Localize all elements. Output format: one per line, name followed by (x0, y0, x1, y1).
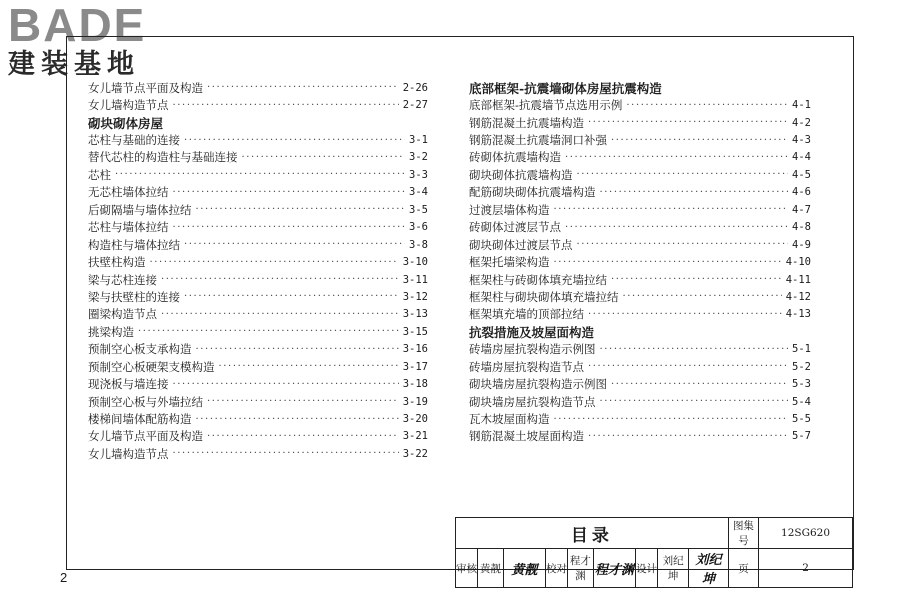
toc-entry (469, 375, 811, 392)
toc-entry (88, 358, 428, 375)
toc-entry (88, 236, 428, 253)
toc-entry-page: 2-27 (402, 99, 428, 112)
toc-right-column (469, 79, 811, 445)
page-number: 2 (60, 570, 68, 585)
toc-entry (469, 428, 811, 445)
toc-entry-page: 5-2 (792, 360, 811, 373)
dot-leader (600, 396, 789, 407)
toc-entry-page: 3-22 (402, 447, 428, 460)
toc-entry-page: 3-5 (409, 203, 428, 216)
toc-entry-label: 砖砌体抗震墙构造 (469, 150, 561, 165)
toc-entry-page: 4-12 (785, 290, 811, 303)
dot-leader (173, 100, 399, 111)
toc-entry-page: 5-4 (792, 395, 811, 408)
toc-entry-label: 框架柱与砖砌体填充墙拉结 (469, 272, 607, 287)
toc-entry (88, 184, 428, 201)
dot-leader (611, 135, 788, 146)
dot-leader (138, 326, 399, 337)
dot-leader (577, 169, 789, 180)
toc-entry-label: 砖墙房屋抗裂构造示例图 (469, 342, 596, 357)
atlas-number-value: 12SG620 (759, 518, 853, 549)
dot-leader (565, 222, 788, 233)
toc-entry (469, 341, 811, 358)
toc-entry (88, 149, 428, 166)
toc-entry-label: 芯柱 (88, 167, 111, 182)
toc-entry-page: 4-9 (792, 238, 811, 251)
toc-entry-label: 砌块墙房屋抗裂构造节点 (469, 394, 596, 409)
toc-entry (88, 219, 428, 236)
toc-entry-page: 4-1 (792, 99, 811, 112)
toc-entry (88, 445, 428, 462)
toc-entry-label: 钢筋混凝土抗震墙洞口补强 (469, 133, 607, 148)
toc-entry-label: 砌块墙房屋抗裂构造示例图 (469, 377, 607, 392)
toc-entry (88, 79, 428, 96)
dot-leader (626, 100, 788, 111)
toc-entry (88, 393, 428, 410)
page-label: 页 (728, 549, 758, 588)
toc-entry-label: 女儿墙节点平面及构造 (88, 429, 203, 444)
toc-entry-page: 5-1 (792, 343, 811, 356)
toc-entry (469, 96, 811, 113)
toc-entry (469, 271, 811, 288)
toc-entry-page: 3-16 (402, 343, 428, 356)
toc-entry (469, 219, 811, 236)
section-heading: 抗裂措施及坡屋面构造 (469, 324, 595, 340)
toc-entry (88, 166, 428, 183)
toc-entry-label: 框架柱与砌块砌体填充墙拉结 (469, 289, 619, 304)
toc-entry-page: 3-4 (409, 186, 428, 199)
toc-entry-page: 3-8 (409, 238, 428, 251)
toc-entry-page: 4-2 (792, 116, 811, 129)
toc-entry-label: 梁与扶壁柱的连接 (88, 289, 180, 304)
check-label: 校对 (546, 549, 568, 588)
dot-leader (588, 431, 788, 442)
toc-entry-label: 挑梁构造 (88, 324, 134, 339)
toc-entry-label: 无芯柱墙体拉结 (88, 185, 169, 200)
toc-entry-page: 3-13 (402, 308, 428, 321)
toc-entry (469, 236, 811, 253)
toc-entry-page: 5-5 (792, 413, 811, 426)
dot-leader (184, 135, 405, 146)
toc-entry-label: 钢筋混凝土坡屋面构造 (469, 429, 584, 444)
dot-leader (196, 414, 399, 425)
toc-entry-label: 过渡层墙体构造 (469, 202, 550, 217)
toc-entry-label: 构造柱与墙体拉结 (88, 237, 180, 252)
dot-leader (219, 361, 399, 372)
dot-leader (588, 117, 788, 128)
dot-leader (600, 187, 789, 198)
toc-entry-page: 3-17 (402, 360, 428, 373)
toc-entry-page: 4-6 (792, 186, 811, 199)
dot-leader (242, 152, 406, 163)
review-signature: 黄靓 (503, 549, 545, 588)
dot-leader (623, 291, 782, 302)
dot-leader (554, 414, 789, 425)
toc-entry (88, 201, 428, 218)
toc-entry (469, 184, 811, 201)
toc-entry-label: 女儿墙构造节点 (88, 446, 169, 461)
toc-entry-page: 3-1 (409, 134, 428, 147)
dot-leader (207, 396, 399, 407)
toc-entry (469, 288, 811, 305)
toc-entry-page: 3-15 (402, 325, 428, 338)
dot-leader (161, 309, 399, 320)
toc-entry-page: 3-19 (402, 395, 428, 408)
dot-leader (161, 274, 399, 285)
atlas-number-label: 图集号 (728, 518, 758, 549)
toc-entry-page: 5-7 (792, 430, 811, 443)
dot-leader (577, 239, 789, 250)
toc-entry (469, 131, 811, 148)
toc-entry-label: 芯柱与基础的连接 (88, 133, 180, 148)
toc-entry (469, 253, 811, 270)
check-signature: 程才渊 (593, 549, 635, 588)
toc-entry-label: 女儿墙节点平面及构造 (88, 80, 203, 95)
design-signature: 刘纪坤 (689, 549, 729, 588)
toc-entry (469, 149, 811, 166)
section-heading: 底部框架-抗震墙砌体房屋抗震构造 (469, 80, 662, 96)
toc-entry (88, 323, 428, 340)
section-heading: 砌块砌体房屋 (88, 115, 164, 131)
page-value: 2 (759, 549, 853, 588)
toc-entry-page: 3-11 (402, 273, 428, 286)
logo-brand-text: BADE (8, 0, 147, 51)
dot-leader (196, 344, 399, 355)
toc-entry-page: 3-20 (402, 413, 428, 426)
toc-entry-label: 预制空心板硬架支模构造 (88, 359, 215, 374)
toc-entry-page: 4-3 (792, 134, 811, 147)
toc-entry-page: 3-21 (402, 430, 428, 443)
toc-entry-label: 预制空心板与外墙拉结 (88, 394, 203, 409)
dot-leader (588, 361, 788, 372)
toc-entry-label: 框架托墙梁构造 (469, 255, 550, 270)
dot-leader (184, 291, 399, 302)
toc-entry-label: 扶壁柱构造 (88, 255, 146, 270)
toc-entry-label: 圈梁构造节点 (88, 307, 157, 322)
toc-entry (88, 428, 428, 445)
dot-leader (173, 379, 399, 390)
dot-leader (196, 204, 406, 215)
toc-entry-page: 3-10 (402, 256, 428, 269)
dot-leader (554, 204, 789, 215)
toc-left-column (88, 79, 428, 463)
dot-leader (600, 344, 789, 355)
toc-entry (469, 166, 811, 183)
dot-leader (588, 309, 782, 320)
toc-entry-page: 4-7 (792, 203, 811, 216)
toc-entry-label: 女儿墙构造节点 (88, 98, 169, 113)
toc-entry-page: 3-3 (409, 168, 428, 181)
toc-entry-label: 替代芯柱的构造柱与基础连接 (88, 150, 238, 165)
toc-entry (469, 358, 811, 375)
dot-leader (565, 152, 788, 163)
toc-entry-label: 楼梯间墙体配筋构造 (88, 412, 192, 427)
toc-entry (88, 341, 428, 358)
toc-entry-label: 芯柱与墙体拉结 (88, 220, 169, 235)
toc-entry-label: 配筋砌块砌体抗震墙构造 (469, 185, 596, 200)
toc-entry-label: 瓦木坡屋面构造 (469, 412, 550, 427)
review-label: 审核 (456, 549, 478, 588)
dot-leader (150, 257, 399, 268)
dot-leader (115, 169, 405, 180)
toc-entry-label: 钢筋混凝土抗震墙构造 (469, 115, 584, 130)
toc-entry-label: 框架填充墙的顶部拉结 (469, 307, 584, 322)
toc-entry-label: 梁与芯柱连接 (88, 272, 157, 287)
title-block (455, 517, 853, 588)
toc-entry (88, 410, 428, 427)
toc-entry-label: 后砌隔墙与墙体拉结 (88, 202, 192, 217)
toc-entry (469, 306, 811, 323)
toc-entry-page: 4-13 (785, 308, 811, 321)
toc-entry (88, 271, 428, 288)
toc-entry-label: 现浇板与墙连接 (88, 377, 169, 392)
dot-leader (173, 187, 406, 198)
toc-entry-page: 4-5 (792, 168, 811, 181)
toc-entry-page: 4-11 (785, 273, 811, 286)
toc-entry-page: 5-3 (792, 378, 811, 391)
toc-entry-label: 预制空心板支承构造 (88, 342, 192, 357)
sheet-title: 目录 (456, 518, 729, 549)
design-name: 刘纪坤 (658, 549, 689, 588)
toc-entry (88, 131, 428, 148)
toc-entry (88, 375, 428, 392)
toc-entry-label: 砖砌体过渡层节点 (469, 220, 561, 235)
toc-entry-label: 底部框架-抗震墙节点选用示例 (469, 98, 623, 113)
dot-leader (554, 257, 782, 268)
design-label: 设计 (636, 549, 658, 588)
toc-entry (88, 306, 428, 323)
dot-leader (207, 431, 399, 442)
toc-entry-page: 3-12 (402, 290, 428, 303)
toc-entry (88, 253, 428, 270)
dot-leader (611, 274, 782, 285)
dot-leader (173, 448, 399, 459)
dot-leader (207, 82, 399, 93)
toc-entry-page: 2-26 (402, 81, 428, 94)
toc-entry (469, 410, 811, 427)
review-name: 黄靓 (478, 549, 504, 588)
toc-entry (88, 96, 428, 113)
toc-entry-page: 3-18 (402, 378, 428, 391)
toc-entry (88, 288, 428, 305)
toc-entry-page: 4-4 (792, 151, 811, 164)
toc-entry-page: 4-10 (785, 256, 811, 269)
dot-leader (184, 239, 405, 250)
toc-entry (469, 114, 811, 131)
dot-leader (173, 222, 406, 233)
toc-entry-page: 3-2 (409, 151, 428, 164)
dot-leader (611, 379, 788, 390)
toc-entry-label: 砌块砌体过渡层节点 (469, 237, 573, 252)
toc-entry-page: 3-6 (409, 221, 428, 234)
check-name: 程才渊 (568, 549, 594, 588)
toc-entry (469, 201, 811, 218)
logo-subtitle: 建装基地 (8, 49, 140, 80)
toc-entry-label: 砌块砌体抗震墙构造 (469, 167, 573, 182)
toc-entry-page: 4-8 (792, 221, 811, 234)
toc-entry (469, 393, 811, 410)
toc-entry-label: 砖墙房屋抗裂构造节点 (469, 359, 584, 374)
